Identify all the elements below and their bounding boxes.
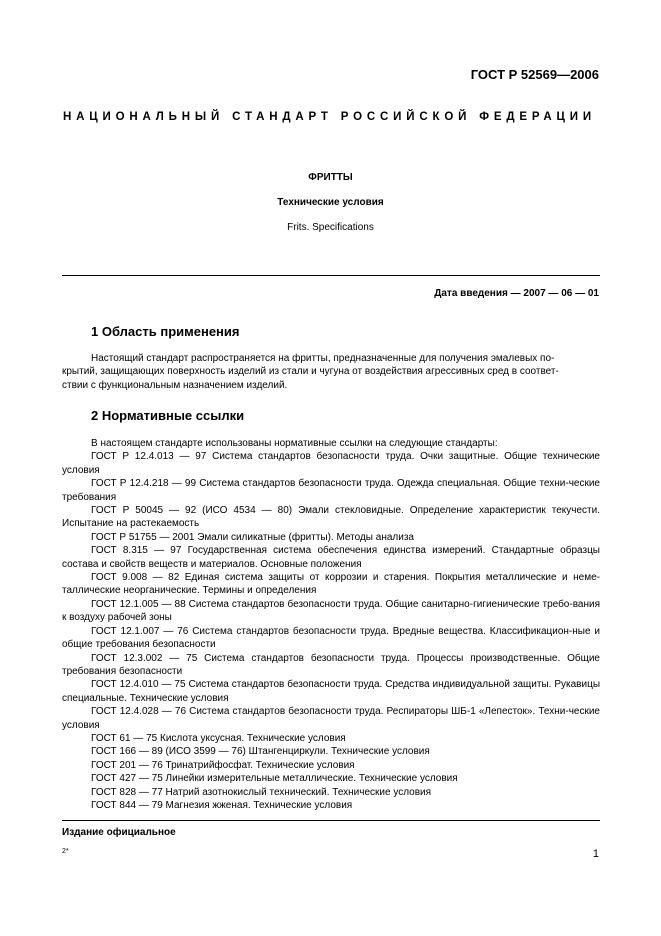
document-title: ФРИТТЫ: [308, 172, 353, 183]
document-number: ГОСТ Р 52569—2006: [470, 67, 599, 82]
reference-item: ГОСТ 8.315 — 97 Государственная система обеспечения единства измерений. Стандартные образцы состава и свойств веществ и материалов. Основные положения: [62, 545, 600, 570]
reference-item: ГОСТ 12.4.010 — 75 Система стандартов безопасности труда. Средства индивидуальной защиты. Рукавицы специальные. Технические условия: [62, 679, 600, 704]
reference-item: ГОСТ 12.4.028 — 76 Система стандартов безопасности труда. Респираторы ШБ-1 «Лепесток». Техни-ческие условия: [62, 706, 600, 731]
reference-item: ГОСТ Р 12.4.013 — 97 Система стандартов безопасности труда. Очки защитные. Общие технические условия: [62, 451, 600, 476]
reference-item: ГОСТ Р 51755 — 2001 Эмали силикатные (фритты). Методы анализа: [91, 531, 414, 543]
reference-item: ГОСТ 61 — 75 Кислота уксусная. Технические условия: [91, 732, 346, 744]
scope-paragraph: [62, 352, 600, 392]
footer-divider: [62, 820, 600, 821]
reference-item: ГОСТ Р 50045 — 92 (ИСО 4534 — 80) Эмали стекловидные. Определение характеристик текучести. Испытание на растекаемость: [62, 505, 600, 530]
references-list: [62, 437, 600, 812]
standard-title: НАЦИОНАЛЬНЫЙ СТАНДАРТ РОССИЙСКОЙ ФЕДЕРАЦИИ: [63, 111, 596, 123]
page-number: 1: [592, 848, 599, 860]
reference-item: ГОСТ Р 12.4.218 — 99 Система стандартов безопасности труда. Одежда специальная. Общие техни-ческие требования: [62, 478, 600, 503]
reference-item: ГОСТ 828 — 77 Натрий азотнокислый технический. Технические условия: [91, 786, 432, 798]
reference-item: ГОСТ 427 — 75 Линейки измерительные металлические. Технические условия: [91, 773, 458, 785]
section-heading-scope: 1 Область применения: [91, 324, 240, 339]
section-heading-references: 2 Нормативные ссылки: [91, 408, 245, 423]
reference-item: ГОСТ 12.1.007 — 76 Система стандартов безопасности труда. Вредные вещества. Классификацион-ные и общие требования безопасности: [62, 625, 600, 651]
scope-line: крытий, защищающих поверхность изделий из стали и чугуна от воздействия агрессивных сред в соответ-: [62, 366, 559, 378]
divider: [62, 275, 600, 276]
english-title: Frits. Specifications: [287, 222, 374, 233]
reference-item: ГОСТ 9.008 — 82 Единая система защиты от коррозии и старения. Покрытия металлические и неме-таллические неорганические. Термины и определения: [62, 572, 600, 597]
reference-item: ГОСТ 12.1.005 — 88 Система стандартов безопасности труда. Общие санитарно-гигиенические требо-вания к воздуху рабочей зоны: [62, 598, 600, 624]
reference-item: ГОСТ 844 — 79 Магнезия жженая. Технические условия: [91, 799, 353, 811]
reference-item: ГОСТ 12.3.002 — 75 Система стандартов безопасности труда. Процессы производственные. Общие требования безопасности: [62, 652, 600, 677]
references-intro: В настоящем стандарте использованы нормативные ссылки на следующие стандарты:: [91, 438, 498, 449]
printer-mark: 2*: [62, 848, 69, 855]
scope-line: ствии с функциональным назначением изделий.: [62, 379, 288, 391]
introduction-date: Дата введения — 2007 — 06 — 01: [434, 288, 599, 299]
scope-line: Настоящий стандарт распространяется на фритты, предназначенные для получения эмалевых по-: [91, 353, 555, 364]
reference-item: ГОСТ 166 — 89 (ИСО 3599 — 76) Штангенциркули. Технические условия: [91, 746, 430, 758]
document-subtitle: Технические условия: [277, 197, 384, 208]
edition-label: Издание официальное: [62, 827, 176, 838]
reference-item: ГОСТ 201 — 76 Тринатрийфосфат. Технические условия: [91, 759, 355, 771]
